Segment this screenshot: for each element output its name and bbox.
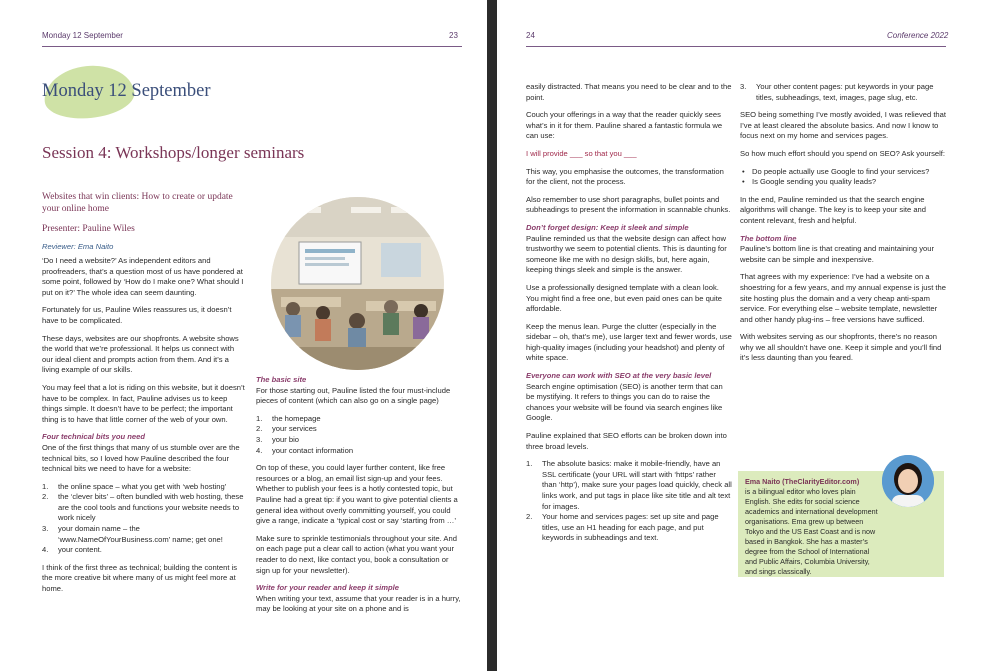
paragraph: Pauline’s bottom line is that creating and maintaining your website can be simple and inexpensive. [740,244,935,264]
list-item: 1. The absolute basics: make it mobile-friendly, have an SSL certificate (your URL will start with ‘https’ rather than ‘http’), make sure your pages load quickly, check all links work, and put tags in place like site title and alt text for images. [526,459,732,511]
list-item: 2. your services [256,424,317,434]
list-item: 4. your content. [42,545,102,555]
list-item: 2. the ‘clever bits’ – often bundled with web hosting, these are the cool tools and functions your website needs to work nicely [42,492,244,523]
left-column-2 [256,375,462,622]
right-column-2 [740,82,946,371]
date-title: Monday 12 September [42,81,211,101]
paragraph: Also remember to use short paragraphs, bullet points and subheadings to present the information in scannable chunks. [526,194,731,215]
paragraph: So how much effort should you spend on SEO? Ask yourself: [740,148,946,158]
subheading: The basic site [256,375,307,384]
list-item: 1. the homepage [256,413,321,423]
subheading: The bottom line [740,233,797,243]
paragraph: Make sure to sprinkle testimonials throughout your site. And on each page put a clear call to action (what you want your reader to do next, like contact you, book a consultation or sign up for your newsletter). [256,533,457,575]
paragraph: Fortunately for us, Pauline Wiles reassures us, it doesn’t have to be complicated. [42,305,232,325]
paragraph: When writing your text, assume that your reader is in a hurry, may be looking at your site on a phone and is [256,593,461,614]
list-item: • Do people actually use Google to find your services? [740,167,946,178]
header-divider [526,46,946,47]
header-divider [42,46,462,47]
paragraph: You may feel that a lot is riding on this website, but it doesn’t have to be complex. In fact, Pauline advises us to keep things simple. It doesn’t have to be perfect; the important thing is to have that little corner of the web of your own. [42,382,245,424]
formula-line: I will provide ___ so that you ___ [526,148,637,158]
list-item: 3. Your other content pages: put keywords in your page titles, subheadings, text, images, page slug, etc. [740,82,934,102]
paragraph: SEO being something I’ve mostly avoided, I was relieved that I’ve at least cleared the absolute basics. And now I know to focus next on my home and services pages. [740,110,946,141]
numbered-list [42,482,247,556]
page-gutter [487,0,497,671]
paragraph: This way, you emphasise the outcomes, the transformation for the client, not the process. [526,166,724,187]
numbered-list [256,414,462,456]
paragraph: Use a professionally designed template with a clean look. You might find a free one, but even paid ones can be quite affordable. [526,282,723,314]
list-item: 3. your bio [256,434,300,444]
list-item: 1. the online space – what you get with ‘web hosting’ [42,481,227,491]
paragraph: ‘Do I need a website?’ As independent editors and proofreaders, that’s a question most of us have pondered at some point, followed by ‘How do I make one? What should I put on it?’ The whole idea can seem daunting. [42,256,244,297]
left-page [0,0,487,671]
running-header: Conference 2022 [887,31,949,40]
presenter-line: Presenter: Pauline Wiles [42,224,135,234]
bio-name: Ema Naito (TheClarityEditor.com) [745,477,860,486]
avatar [882,455,934,507]
reviewer-line: Reviewer: Ema Naito [42,242,114,251]
page-number: 23 [449,31,458,40]
paragraph: In the end, Pauline reminded us that the search engine algorithms will change. The key is to keep your site and content relevant, fresh and helpful. [740,194,927,225]
paragraph: Keep the menus lean. Purge the clutter (especially in the sidebar – oh, that’s me), use larger text and fewer words, use high-quality images (including your headshot) and plenty of white space. [526,321,732,363]
subheading: Everyone can work with SEO at the very basic level [526,371,712,381]
paragraph: Search engine optimisation (SEO) is another term that can be mystifying. It refers to things you can do to raise the chances your website will be found via search engines like Google. [526,381,723,423]
talk-title: Websites that win clients: How to create or update your online home [42,192,233,214]
list-item: 2. Your home and services pages: set up site and page titles, use an H1 heading for each page, and put keywords in subheadings and text. [526,512,719,543]
bio-text-block [745,477,883,577]
paragraph: Pauline reminded us that the website design can affect how trustworthy we seem to potential clients. This is daunting for someone like me with no design skills, but, here again, keeping things sleek and simple is the answer. [526,233,727,275]
numbered-list [526,459,732,544]
paragraph: These days, websites are our shopfronts. A website shows the world that we’re professional. It helps us connect with our ideal client and prompts action from them. And it’s a living example of our skills. [42,333,239,375]
paragraph: Pauline explained that SEO efforts can be broken down into three broad levels. [526,431,727,451]
session-title: Session 4: Workshops/longer seminars [42,143,305,162]
bullet-list [740,167,946,188]
workshop-photo [271,197,444,370]
running-header: Monday 12 September [42,31,123,40]
subheading: Four technical bits you need [42,432,145,442]
paragraph: I think of the first three as technical; building the content is the more creative bit where many of us might feel more at home. [42,562,238,594]
avatar-illustration [882,455,934,507]
bio-text: is a bilingual editor who loves plain English. She edits for social science academics and international development organisations. Ema grew up between Tokyo and the US East Coast and is now based in Bangkok. She has a master’s degree from the School of International and Public Affairs, Columbia University, and sings classically. [745,487,878,576]
paragraph: easily distracted. That means you need to be clear and to the point. [526,82,732,102]
paragraph: On top of these, you could layer further content, like free resources or a blog, an email list sign-up and your fees. Whether to publish your fees is a hotly contested topic, but Pauline had a great tip: if you want to give potential clients a general idea without overly committing yourself, you could give a range, indicate a ‘typical cost or say ‘starting from …’ [256,463,458,526]
page-number: 24 [526,31,535,40]
list-item: 3. your domain name – the ‘www.NameOfYourBusiness.com’ name; get one! [42,524,223,544]
workshop-photo-illustration [271,197,444,370]
paragraph: One of the first things that many of us stumble over are the technical bits, so I loved how Pauline described the four technical bits we need to have for a website: [42,442,240,474]
right-column-1 [526,82,732,551]
paragraph: That agrees with my experience: I’ve had a website on a shoestring for a few years, and my annual expense is just the site hosting plus the domain and a very cheap anti-spam service. For everything else – website template, newsletter and other handy plug-ins – free versions have sufficed. [740,272,946,324]
list-item: 4. your contact information [256,445,354,455]
list-item: • Is Google sending you quality leads? [740,177,946,188]
left-column-1 [42,256,247,602]
right-page [497,0,986,671]
paragraph: With websites serving as our shopfronts, there’s no reason why we all shouldn’t have one. Keep it simple and you’ll find it’s less daunting than you feared. [740,332,942,363]
subheading: Don’t forget design: Keep it sleek and simple [526,222,689,232]
paragraph: Couch your offerings in a way that the reader quickly sees what’s in it for them. Pauline shared a fantastic formula we can use: [526,110,723,141]
numbered-list [740,82,946,103]
paragraph: For those starting out, Pauline listed the four must-include pieces of content (which can also go on a single page) [256,385,451,406]
subheading: Write for your reader and keep it simple [256,583,399,593]
